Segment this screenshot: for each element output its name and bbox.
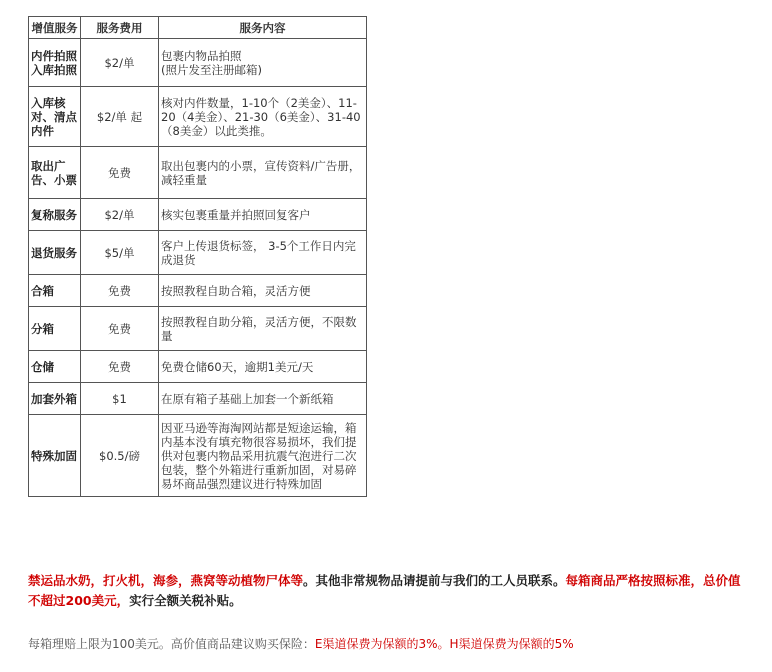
service-name-cell: 分箱	[29, 307, 81, 351]
table-row	[29, 147, 367, 199]
service-desc-cell: 按照教程自助合箱，灵活方便	[159, 275, 367, 307]
table-row	[29, 351, 367, 383]
header-service: 增值服务	[29, 17, 81, 39]
service-desc-cell: 包裹内物品拍照 (照片发至注册邮箱)	[159, 39, 367, 87]
service-fee-cell: $0.5/磅	[81, 415, 159, 497]
prohibited-notice	[28, 571, 748, 611]
service-desc-cell: 核对内件数量，1-10个（2美金）、11-20（4美金）、21-30（6美金）、31-40（8美金）以此类推。	[159, 87, 367, 147]
table-row	[29, 275, 367, 307]
service-fee-cell: 免费	[81, 351, 159, 383]
service-fee-cell: $1	[81, 383, 159, 415]
service-desc-cell: 按照教程自助分箱，灵活方便，不限数量	[159, 307, 367, 351]
service-name-cell: 内件拍照 入库拍照	[29, 39, 81, 87]
service-name-cell: 复称服务	[29, 199, 81, 231]
service-desc-cell: 免费仓储60天，逾期1美元/天	[159, 351, 367, 383]
service-name-cell: 取出广告、小票	[29, 147, 81, 199]
service-fee-cell: $2/单	[81, 199, 159, 231]
service-fee-cell: 免费	[81, 275, 159, 307]
service-fee-cell: $2/单	[81, 39, 159, 87]
header-fee: 服务费用	[81, 17, 159, 39]
notice-prefix: 禁运品	[28, 573, 66, 588]
table-row	[29, 415, 367, 497]
table-row	[29, 307, 367, 351]
service-desc-cell: 核实包裹重量并拍照回复客户	[159, 199, 367, 231]
table-row	[29, 231, 367, 275]
service-table	[28, 16, 367, 497]
insurance-note	[28, 636, 768, 652]
insurance-prefix: 每箱理赔上限为100美元。高价值商品建议购买保险：	[28, 637, 315, 651]
service-name-cell: 合箱	[29, 275, 81, 307]
service-desc-cell: 因亚马逊等海淘网站都是短途运输，箱内基本没有填充物很容易损坏，我们提供对包裹内物品采用抗震气泡进行二次包装，整个外箱进行重新加固，对易碎易坏商品强烈建议进行特殊加固	[159, 415, 367, 497]
service-name-cell: 入库核对、清点内件	[29, 87, 81, 147]
service-fee-cell: 免费	[81, 147, 159, 199]
service-name-cell: 仓储	[29, 351, 81, 383]
insurance-h-channel: H渠道保费为保额的5%	[449, 637, 574, 651]
notice-middle: 。其他非常规物品请提前与我们的工人员联系。	[303, 573, 566, 588]
service-fee-cell: $2/单 起	[81, 87, 159, 147]
service-desc-cell: 在原有箱子基础上加套一个新纸箱	[159, 383, 367, 415]
insurance-e-channel: E渠道保费为保额的3%。	[314, 637, 450, 651]
service-fee-cell: $5/单	[81, 231, 159, 275]
notice-subsidy: 实行全额关税补贴。	[129, 593, 242, 608]
service-desc-cell: 客户上传退货标签， 3-5个工作日内完成退货	[159, 231, 367, 275]
service-desc-cell: 取出包裹内的小票，宣传资料/广告册，减轻重量	[159, 147, 367, 199]
notice-prohibited-items: 水奶，打火机，海参，燕窝等动植物尸体等	[65, 573, 304, 588]
service-name-cell: 加套外箱	[29, 383, 81, 415]
service-name-cell: 退货服务	[29, 231, 81, 275]
service-name-cell: 特殊加固	[29, 415, 81, 497]
notice-value-limit: 每箱商品严格按照标准，总价值不超过200美元，	[28, 573, 741, 608]
table-row	[29, 39, 367, 87]
table-row	[29, 87, 367, 147]
table-header-row	[29, 17, 367, 39]
service-fee-cell: 免费	[81, 307, 159, 351]
table-row	[29, 199, 367, 231]
header-content: 服务内容	[159, 17, 367, 39]
table-row	[29, 383, 367, 415]
